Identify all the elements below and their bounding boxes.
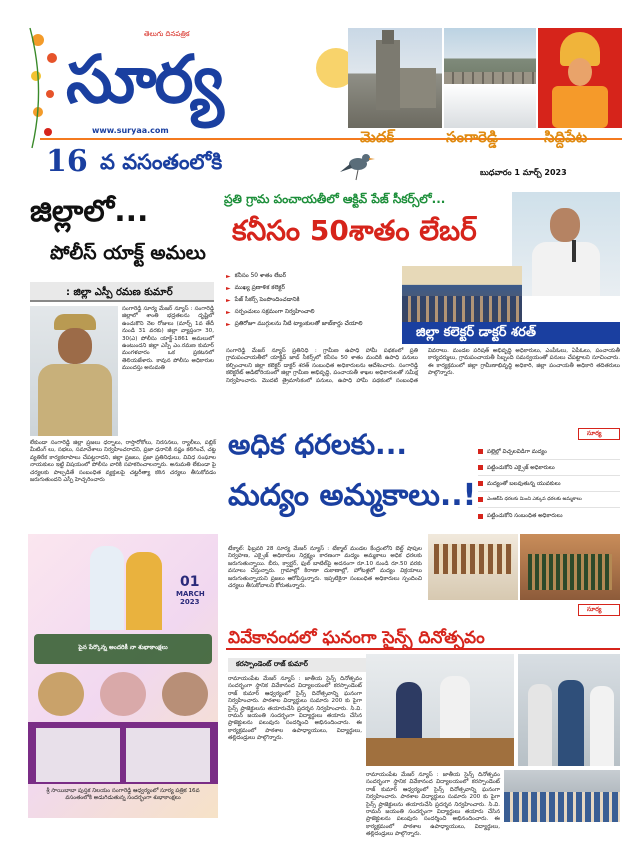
couple-photo xyxy=(88,546,166,630)
science-byline-text: కరస్పాండెంట్ రాజ్ కుమార్ xyxy=(236,660,308,668)
liquor-tag-text: సూర్య xyxy=(587,430,602,437)
liquor-tag-2-text: సూర్య xyxy=(587,606,602,613)
logo-tagline: తెలుగు దినపత్రిక xyxy=(144,30,190,38)
ad-date-year: 2023 xyxy=(180,598,200,606)
person-5 xyxy=(590,686,614,766)
labour-bullets xyxy=(226,270,398,330)
science-story-body-1: రామాయంపేట మేజర్ న్యూస్ : జాతీయ సైన్స్ దినోత్సవం సందర్భంగా స్థానిక వివేకానంద విద్యాలయంలో కరస్పాండెంట్ రాజ్ కుమార్ ఆధ్వర్యంలో సైన్స్ దినోత్సవాన్ని ఘనంగా నిర్వహించారు. పాఠశాల విద్యార్థులు సుమారు 200 కు పైగా సైన్స్ ప్రాజెక్టులను తయారుచేసి ప్రదర్శన నిర్వహించారు. సి.వి. రామన్ జయంతి సందర్భంగా విద్యార్థులు తయారు చేసిన ప్రాజెక్టులను పలువురు సందర్శించి అభినందించారు. ఈ కార్యక్రమంలో పాఠశాల ఉపాధ్యాయులు, విద్యార్థులు, తల్లిదండ్రులు పాల్గొన్నారు. xyxy=(228,676,362,742)
person-4 xyxy=(558,680,584,766)
bullet-square-icon xyxy=(478,497,483,502)
sp-photo xyxy=(30,306,118,436)
police-story-body-wide: లేకుండా సంగారెడ్డి జిల్లా ప్రజలు ధర్నాలు, రాస్తారోకోలు, నిరసనలు, ర్యాలీలు, పబ్లిక్ మీటింగ్ లు, సభలు, సమావేశాలు నిర్వహించరాదని, ప్రజా ధనానికి నష్టం కలిగించే, చట్ట వ్యతిరేక కార్యకలాపాలు చేపట్టరాదని, జిల్లా ప్రజలు, ప్రజా ప్రతినిధులు, వివిధ సంఘాల నాయకులు ఇట్టి విషయంలో పోలీసు వారికి సహకరించాలన్నారు. అనుమతి లేకుండా పై చర్యలకు పాల్పడితే సంబంధిత వ్యక్తులపై చట్టరీత్యా కఠిన చర్యలు తీసుకోవడం జరుగుతుందని ఎస్పీ హెచ్చరించారు xyxy=(30,440,216,484)
ad-date-day: 01 xyxy=(180,574,200,590)
bottles xyxy=(528,554,612,590)
project-table xyxy=(366,738,514,766)
science-photo-main xyxy=(366,654,514,766)
bullet-square-icon xyxy=(478,449,483,454)
collector-caption-text: జిల్లా కలెక్టర్ డాక్టర్ శరత్ xyxy=(416,325,537,340)
deity-face xyxy=(568,58,592,86)
science-photo-right xyxy=(518,654,620,766)
liquor-bullet: పల్లెల్లో విచ్చలవిడిగా మద్యం xyxy=(478,444,620,460)
church-spire xyxy=(382,30,394,44)
woman-figure xyxy=(126,552,162,630)
byline-text: : జిల్లా ఎస్పీ రమణ కుమార్ xyxy=(66,287,173,298)
face xyxy=(58,328,92,364)
anniversary-bar xyxy=(40,138,622,184)
child-photo-3 xyxy=(162,672,208,716)
liquor-story-body: టేక్మాల్: ఫిబ్రవరి 28 సూర్య మేజర్ న్యూస్ : టేక్మాల్ మండల కేంద్రంలోని బెల్ట్ షాపుల నిర్వహణ, ఎక్సైజ్ అధికారుల నిర్లక్ష్యం కారణంగా మద్యం అమ్మకాలు అధిక ధరలకు జరుగుతున్నాయి. బీరు, క్వార్టర్, ఫుల్ బాటిల్‌పై అదనంగా రూ.10 నుండి రూ.50 వరకు వసూలు చేస్తున్నారు. గ్రామాల్లో కిరాణా దుకాణాల్లో, హోటళ్లలో మద్యం విక్రయాలు జరుగుతున్నాయని ప్రజలు ఆరోపిస్తున్నారు. ఇప్పటికైనా సంబంధిత అధికారులు స్పందించి చర్యలు తీసుకోవాలని కోరుతున్నారు. xyxy=(228,546,422,590)
bullet-arrow-icon: ► xyxy=(226,308,231,316)
liquor-shop-photo-1 xyxy=(428,534,518,600)
police-story-byline xyxy=(30,282,214,302)
bullet-square-icon xyxy=(478,465,483,470)
students-row xyxy=(504,792,620,822)
portrait-1 xyxy=(36,728,120,782)
science-byline xyxy=(228,658,368,672)
bullet-arrow-icon: ► xyxy=(226,284,231,292)
science-headline-bar xyxy=(226,626,620,650)
liquor-bullet: పట్టించుకోని ఎక్సైజ్ అధికారులు xyxy=(478,460,620,476)
issue-date: బుధవారం 1 మార్చ్ 2023 xyxy=(480,168,567,177)
science-story-body-2: రామాయంపేట మేజర్ న్యూస్ : జాతీయ సైన్స్ దినోత్సవం సందర్భంగా స్థానిక వివేకానంద విద్యాలయంలో కరస్పాండెంట్ రాజ్ కుమార్ ఆధ్వర్యంలో సైన్స్ దినోత్సవాన్ని ఘనంగా నిర్వహించారు. పాఠశాల విద్యార్థులు సుమారు 200 కు పైగా సైన్స్ ప్రాజెక్టులను తయారుచేసి ప్రదర్శన నిర్వహించారు. సి.వి. రామన్ జయంతి సందర్భంగా విద్యార్థులు తయారు చేసిన ప్రాజెక్టులను పలువురు సందర్శించి అభినందించారు. ఈ కార్యక్రమంలో పాఠశాల ఉపాధ్యాయులు, విద్యార్థులు, తల్లిదండ్రులు పాల్గొన్నారు. xyxy=(366,772,500,838)
liquor-bullets xyxy=(478,444,620,524)
police-story-body-narrow: సంగారెడ్డి సూర్య మేజర్ న్యూస్ : సంగారెడ్డి జిల్లాలో శాంతి భద్రతలను దృష్టిలో ఉంచుకొని నెల రోజులు (మార్చ్ 1వ తేదీ నుండి 31 వరకు) జిల్లా వ్యాప్తంగా 30, 30(ఎ) పోలీసు యాక్ట్-1861 అమలులో ఉంటుందని జిల్లా ఎస్పీ ఎం.రమణ కుమార్ మంగళవారం ఒక ప్రకటనలో తెలియజేశారు. కావున పోలీసు అధికారుల ముందస్తు అనుమతి xyxy=(122,306,214,372)
church-hall xyxy=(400,68,436,108)
man-figure xyxy=(90,546,124,630)
masthead-logo: సూర్య xyxy=(66,40,222,118)
labour-story-headline: కనీసం 50శాతం లేబర్ xyxy=(232,214,477,247)
sangareddy-photo xyxy=(444,28,536,128)
ad-date-month: MARCH xyxy=(176,590,205,598)
collector-caption xyxy=(402,322,620,344)
flower-decoration-icon xyxy=(26,28,62,148)
labour-bullet: ► పేజ్ సీకర్స్ పెంపొందించడానికి xyxy=(226,296,300,304)
shelf xyxy=(434,544,512,574)
science-photo-students xyxy=(504,770,620,822)
liquor-tag xyxy=(578,428,620,440)
collector-face xyxy=(550,208,580,242)
person-3 xyxy=(528,684,552,766)
bullet-arrow-icon: ► xyxy=(226,296,231,304)
masthead xyxy=(26,28,622,188)
police-story-subhead: పోలీస్ యాక్ట్ అమలు xyxy=(50,242,206,264)
photo-label-sangareddy: సంగారెడ్డి xyxy=(446,128,498,146)
liquor-bullet: ఎంఆర్‌పి ధరలకు మించి ఎక్కువ ధరలకు అమ్మకాలు xyxy=(478,492,620,508)
uniform xyxy=(38,364,112,436)
police-story-headline: జిల్లాలో... xyxy=(30,194,149,229)
meeting-photo xyxy=(402,266,522,328)
liquor-shop-photo-2 xyxy=(520,534,620,600)
bullet-arrow-icon: ► xyxy=(226,320,231,328)
dam-wall xyxy=(444,72,536,84)
greeting-advertisement xyxy=(28,534,218,818)
science-headline: వివేకానందలో ఘనంగా సైన్స్ దినోత్సవం xyxy=(228,628,485,648)
siddipet-photo xyxy=(538,28,622,128)
liquor-headline-2: మద్యం అమ్మకాలు..! xyxy=(228,478,477,513)
labour-story-kicker: ప్రతి గ్రామ పంచాయతీలో ఆక్టివ్ పేజ్ సీకర్స్‌లో... xyxy=(224,192,446,206)
website-url: www.suryaa.com xyxy=(92,126,169,135)
child-photo-2 xyxy=(100,672,146,716)
photo-label-medak: మెదక్ xyxy=(360,128,395,146)
anniversary-text: వ వసంతంలోకి xyxy=(100,150,223,174)
labour-bullet: ► సర్పంచులు సక్రమంగా నిర్వహించాలి xyxy=(226,308,315,316)
microphone xyxy=(572,240,576,262)
liquor-bullet: మద్యంతో బలవుతున్న యువకులు xyxy=(478,476,620,492)
liquor-bullet: పట్టించుకోని సంబంధిత అధికారులు xyxy=(478,508,620,524)
liquor-headline-1: అధిక ధరలకు... xyxy=(228,428,407,461)
portrait-2 xyxy=(126,728,210,782)
child-photo-1 xyxy=(38,672,84,716)
labour-bullet: ► ముఖ్య ప్రణాళిక కలెక్టర్ xyxy=(226,284,285,292)
ad-caption: శ్రీ సాయిబాబా పుస్తక నిలయం సంగారెడ్డి ఆధ్వర్యంలో సూర్య పత్రిక 16వ వసంతంలోకి అడుగిడుతున్న సందర్భంగా శుభాకాంక్షలు xyxy=(46,788,200,801)
bullet-arrow-icon: ► xyxy=(226,272,231,280)
anniversary-number: 16 xyxy=(46,144,88,179)
labour-bullet: ► కనీసం 50 శాతం లేబర్ xyxy=(226,272,287,280)
church-tower xyxy=(376,40,400,110)
labour-bullet: ► ప్రతిరోజూ ముగ్గులను నీటి ట్యాంకులతో జాబ్‌కార్డు చేయాలి xyxy=(226,320,363,328)
medak-photo xyxy=(348,28,442,128)
bullet-square-icon xyxy=(478,481,483,486)
liquor-tag-2 xyxy=(578,604,620,616)
photo-label-siddipet: సిద్దిపేట xyxy=(544,128,588,146)
collector-photo xyxy=(512,192,620,296)
ad-greeting-line: పైన పేర్కొన్న అందరికీ నా శుభాకాంక్షలు xyxy=(78,644,168,651)
collector-body xyxy=(532,242,600,296)
labour-story-body: సంగారెడ్డి మేజర్ న్యూస్ ప్రతినిధి : గ్రామీణ ఉపాధి హామీ పథకంలో ప్రతి గ్రామపంచాయతీలో యాక్టివ్ జాబ్ సీకర్స్‌లో కనీసం 50 శాతం మందికి ఉపాధి పనులు కల్పించాలని జిల్లా కలెక్టర్ డాక్టర్ శరత్ సంబంధిత అధికారులను ఆదేశించారు. సంగారెడ్డి కలెక్టరేట్ ఆడిటోరియంలో జిల్లా గ్రామీణ అభివృద్ధి, పంచాయతీ శాఖల అధికారులతో సమీక్ష నిర్వహించారు. మొదటి త్రైమాసికంలో పనులు, ఉపాధి హామీ పథకంలో సంబంధిత వివరాలు. మండల పరిషత్ అభివృద్ధి అధికారులు, ఎంపీఓలు, ఏపీఓలు, పంచాయతీ కార్యదర్శులు, గ్రామపంచాయతీ సిబ్బంది సమన్వయంతో పనులు చేపట్టాలని సూచించారు. ఈ కార్యక్రమంలో జిల్లా గ్రామీణాభివృద్ధి అధికారి, జిల్లా పంచాయతీ అధికారి తదితరులు పాల్గొన్నారు. xyxy=(226,348,620,384)
bullet-square-icon xyxy=(478,514,483,519)
deity-garland xyxy=(552,86,608,128)
